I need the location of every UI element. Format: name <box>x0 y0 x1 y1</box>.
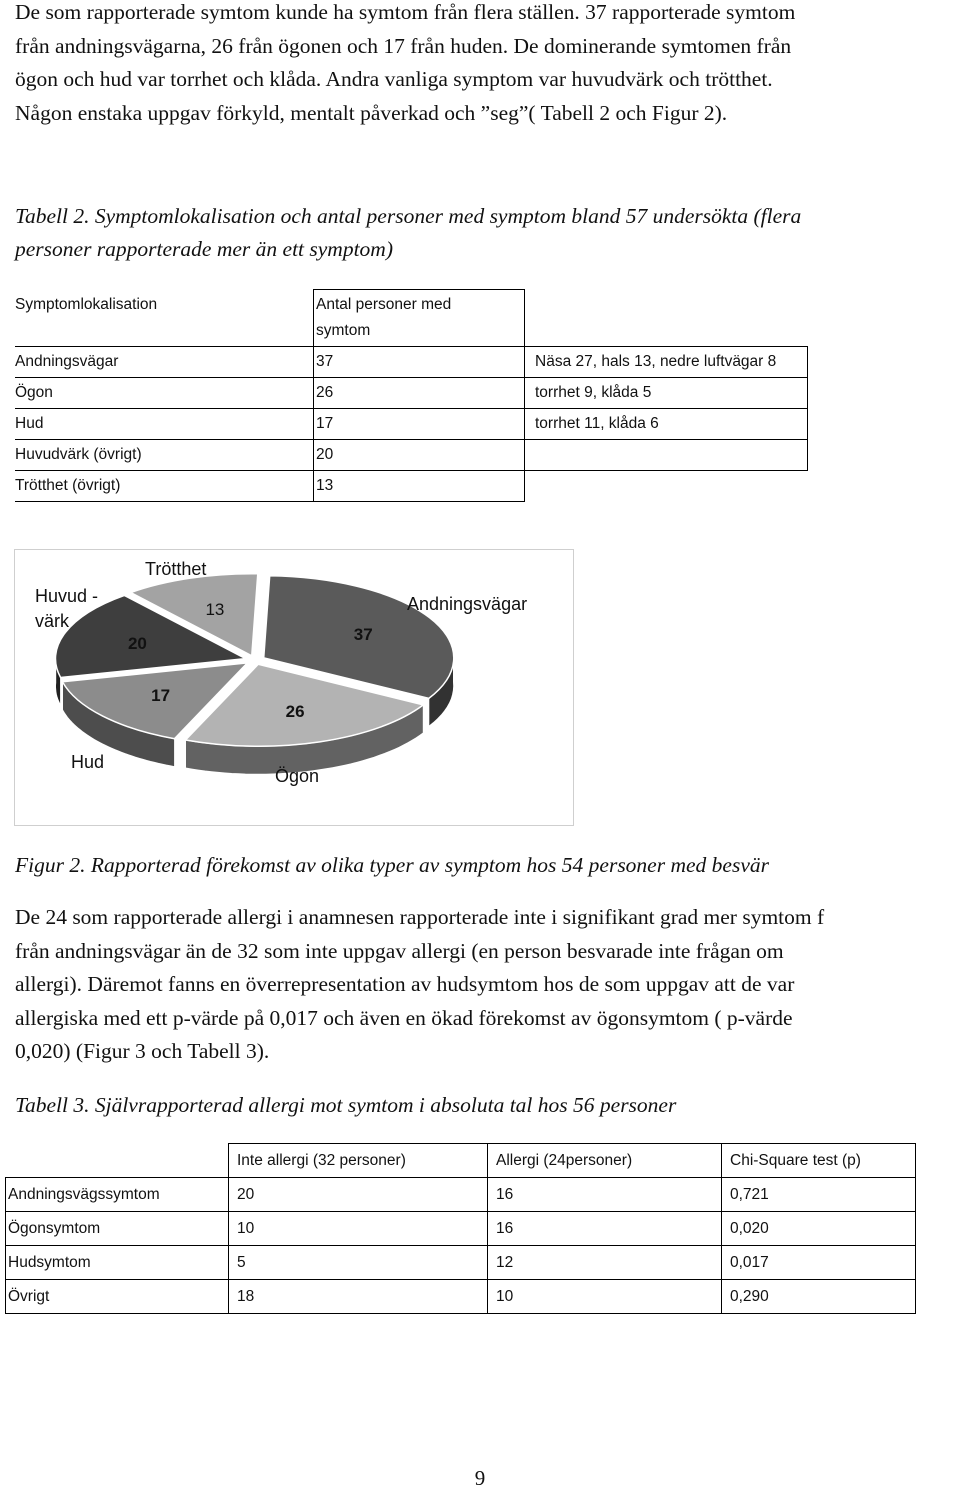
table3-header-cell: Inte allergi (32 personer) <box>229 1144 488 1178</box>
pie-value-label: 20 <box>127 633 147 653</box>
table3-cell: 20 <box>229 1178 488 1212</box>
table2-header-col2-line1: Antal personer med <box>316 296 452 313</box>
intro-paragraph <box>15 0 960 130</box>
table3-header-cell: Allergi (24personer) <box>488 1144 722 1178</box>
table3-caption: Tabell 3. Självrapporterad allergi mot symtom i absoluta tal hos 56 personer <box>15 1093 677 1117</box>
table2-row-value: 20 <box>314 440 525 471</box>
pie-category-label: Andningsvägar <box>407 594 528 614</box>
table2-row-note: torrhet 11, klåda 6 <box>525 409 808 440</box>
pie-value-label: 37 <box>353 624 373 644</box>
table3-cell: 10 <box>488 1280 722 1314</box>
table2-row-note: Näsa 27, hals 13, nedre luftvägar 8 <box>525 347 808 378</box>
table2-row-note <box>525 471 808 502</box>
pie-category-label: Hud <box>71 752 105 772</box>
paragraph-line: allergiska med ett p-värde på 0,017 och även en ökad förekomst av ögonsymtom ( p-värde <box>15 1005 793 1030</box>
pie-value-label: 26 <box>285 701 305 721</box>
table3-row-label: Andningsvägssymtom <box>6 1178 229 1212</box>
paragraph-line: De 24 som rapporterade allergi i anamnesen rapporterade inte i signifikant grad mer symtom f <box>15 905 825 929</box>
table2-row-value: 17 <box>314 409 525 440</box>
intro-line: från andningsvägarna, 26 från ögonen och 17 från huden. De dominerande symtomen från <box>15 33 792 58</box>
table2-row-note: torrhet 9, klåda 5 <box>525 378 808 409</box>
table3-cell: 10 <box>229 1212 488 1246</box>
table2-row-value: 37 <box>314 347 525 378</box>
pie-value-label: 17 <box>151 685 171 705</box>
table-row <box>15 471 808 502</box>
table3-cell: 18 <box>229 1280 488 1314</box>
table-row <box>15 409 808 440</box>
table3-row-label: Hudsymtom <box>6 1246 229 1280</box>
pie-value-label: 13 <box>205 600 225 620</box>
table2-header-col2 <box>314 290 525 347</box>
table3-cell: 16 <box>488 1212 722 1246</box>
chart-frame <box>14 549 574 826</box>
paragraph-line: från andningsvägar än de 32 som inte uppgav allergi (en person besvarade inte frågan om <box>15 938 784 963</box>
table3-cell: 0,017 <box>722 1246 916 1280</box>
table3-row-label: Ögonsymtom <box>6 1212 229 1246</box>
table2-row-label: Hud <box>15 409 314 440</box>
table2-header-row <box>15 290 808 347</box>
table-row <box>6 1212 916 1246</box>
table3-cell: 16 <box>488 1178 722 1212</box>
table2-row-label: Trötthet (övrigt) <box>15 471 314 502</box>
table2-caption <box>15 200 945 266</box>
table3-header-cell: Chi-Square test (p) <box>722 1144 916 1178</box>
table3-cell: 0,290 <box>722 1280 916 1314</box>
table2-row-label: Andningsvägar <box>15 347 314 378</box>
table-row <box>15 440 808 471</box>
table3-header-cell <box>6 1144 229 1178</box>
table2-row-value: 13 <box>314 471 525 502</box>
table2 <box>15 289 808 502</box>
table3-cell: 0,020 <box>722 1212 916 1246</box>
paragraph-line: allergi). Däremot fanns en överrepresentation av hudsymtom hos de som uppgav att de var <box>15 972 795 996</box>
pie-chart <box>15 550 573 825</box>
table2-row-value: 26 <box>314 378 525 409</box>
table-row <box>6 1280 916 1314</box>
intro-line: Någon enstaka uppgav förkyld, mentalt påverkad och ”seg”( Tabell 2 och Figur 2). <box>15 100 728 125</box>
table2-row-label: Ögon <box>15 378 314 409</box>
pie-category-label: Ögon <box>275 766 320 786</box>
table3 <box>5 1143 916 1314</box>
pie-category-label: Trötthet <box>145 559 207 579</box>
table3-cell: 12 <box>488 1246 722 1280</box>
intro-line: ögon och hud var torrhet och klåda. Andra vanliga symptom var huvudvärk och trötthet. <box>15 67 773 91</box>
table3-header-row <box>6 1144 916 1178</box>
table3-cell: 5 <box>229 1246 488 1280</box>
table2-header-col1: Symptomlokalisation <box>15 290 314 347</box>
table3-row-label: Övrigt <box>6 1280 229 1314</box>
page-number: 9 <box>474 1466 486 1490</box>
table2-row-label: Huvudvärk (övrigt) <box>15 440 314 471</box>
table-row <box>6 1246 916 1280</box>
figure-caption: Figur 2. Rapporterad förekomst av olika typer av symptom hos 54 personer med besvär <box>15 853 769 877</box>
pie-tops <box>55 574 453 746</box>
pie-category-label: Huvud -värk <box>35 586 99 631</box>
table-row <box>15 347 808 378</box>
table-row <box>15 378 808 409</box>
table2-header-col2-line2: symtom <box>316 322 371 339</box>
second-paragraph <box>15 901 960 1069</box>
table2-caption-line: personer rapporterade mer än ett symptom) <box>15 237 393 261</box>
table2-row-note <box>525 440 808 471</box>
table3-cell: 0,721 <box>722 1178 916 1212</box>
table-row <box>6 1178 916 1212</box>
table2-caption-line: Tabell 2. Symptomlokalisation och antal personer med symptom bland 57 undersökta (flera <box>15 204 802 228</box>
paragraph-line: 0,020) (Figur 3 och Tabell 3). <box>15 1039 270 1063</box>
intro-line: De som rapporterade symtom kunde ha symtom från flera ställen. 37 rapporterade symtom <box>15 0 796 24</box>
